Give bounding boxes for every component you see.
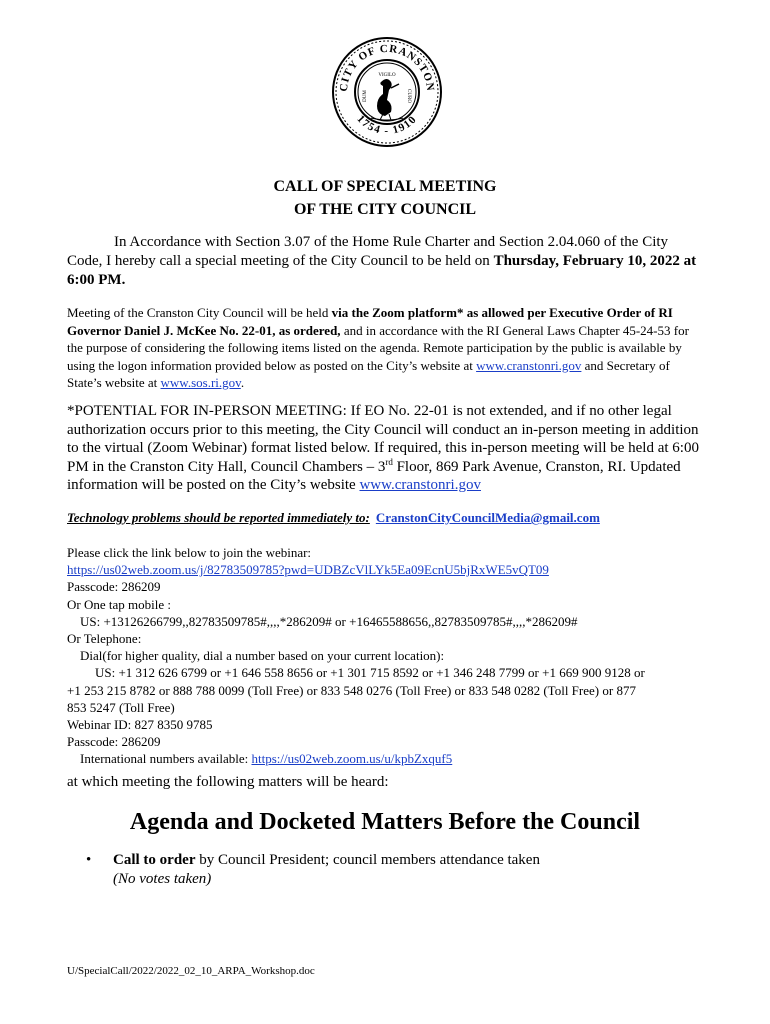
seal-ring-bottom: 1754 - 1910 <box>354 113 420 137</box>
agenda-item <box>113 851 540 889</box>
international-label: International numbers available: <box>80 751 252 767</box>
meeting-text-2: and in accordance with the RI General Laws Chapter 45-24-53 for the purpose of considering the following items listed on the agenda. Remote participation by the public is available by using the logon information provided below as posted on the City’s website at <box>67 322 689 373</box>
dial-note: Dial(for higher quality, dial a number based on your current location): <box>80 648 445 664</box>
meeting-executive-order: via the Zoom platform* as allowed per Executive Order of RI Governor Daniel J. McKee No. 22-01, as ordered, <box>67 305 673 338</box>
tech-support-line <box>67 509 703 526</box>
meeting-title-line1: CALL OF SPECIAL MEETING <box>273 178 497 195</box>
ordinal-superscript: rd <box>385 456 393 467</box>
intro-text: In Accordance with Section 3.07 of the Home Rule Charter and Section 2.04.060 of the City Code, I hereby call a special meeting of the City Council to be held on <box>67 234 669 269</box>
in-person-text-2: Floor, 869 Park Avenue, Cranston, RI. Updated information will be posted on the City’s website <box>67 458 681 494</box>
webinar-id: Webinar ID: 827 8350 9785 <box>67 717 213 733</box>
document-file-path: U/SpecialCall/2022/2022_02_10_ARPA_Workshop.doc <box>67 965 315 977</box>
join-webinar-text: Please click the link below to join the webinar: <box>67 545 312 560</box>
agenda-item-note: (No votes taken) <box>113 871 212 887</box>
seal-ring-top: CITY OF CRANSTON <box>337 42 437 93</box>
meeting-title-line2: OF THE CITY COUNCIL <box>293 201 477 218</box>
us-numbers-line-1: US: +1 312 626 6799 or +1 646 558 8656 or +1 301 715 8592 or +1 346 248 7799 or +1 669 900 9128 or <box>95 665 645 681</box>
one-tap-label: Or One tap mobile : <box>67 596 171 612</box>
meeting-text-1: Meeting of the Cranston City Council will be held <box>67 305 332 320</box>
seal-motto-top: VIGILO <box>378 73 396 78</box>
webinar-link[interactable]: https://us02web.zoom.us/j/82783509785?pwd=UDBZcVlLYk5Ea09EcnU5bjRxWE5vQT09 <box>67 562 549 578</box>
one-tap-numbers: US: +13126266799,,82783509785#,,,,*286209# or +16465588656,,82783509785#,,,,*286209# <box>80 613 578 629</box>
seal-motto-left: DUM <box>363 90 368 102</box>
passcode-2: Passcode: 286209 <box>67 734 161 750</box>
us-numbers-line-3: 853 5247 (Toll Free) <box>67 699 175 715</box>
agenda-item-title: Call to order <box>113 852 196 868</box>
telephone-label: Or Telephone: <box>67 631 142 647</box>
meeting-text-4: . <box>240 375 245 390</box>
matters-heard-text: at which meeting the following matters will be heard: <box>67 774 389 790</box>
in-person-text-1: *POTENTIAL FOR IN-PERSON MEETING: If EO No. 22-01 is not extended, and if no other legal authorization occurs prior to this meeting, the City Council will conduct an in-person meeting in addition to the virtual (Zoom Webinar) format listed below. If required, this in-person meeting will be held at 6:00 PM in the Cranston City Hall, Council Chambers – 3 <box>67 403 699 475</box>
us-numbers-line-2: +1 253 215 8782 or 888 788 0099 (Toll Free) or 833 548 0276 (Toll Free) or 833 548 0282 (Toll Free) or 877 <box>67 682 636 698</box>
agenda-item-text: by Council President; council members attendance taken <box>195 852 540 868</box>
city-seal-logo <box>331 36 443 148</box>
agenda-heading: Agenda and Docketed Matters Before the Council <box>129 809 641 835</box>
cranston-website-link[interactable]: www.cranstonri.gov <box>476 357 582 373</box>
tech-support-label: Technology problems should be reported immediately to: <box>67 510 370 525</box>
cranston-website-link-2[interactable]: www.cranstonri.gov <box>359 477 481 494</box>
sos-website-link[interactable]: www.sos.ri.gov <box>160 375 241 390</box>
agenda-bullet: • <box>86 852 92 868</box>
zoom-details <box>67 544 703 768</box>
media-email-link[interactable]: CranstonCityCouncilMedia@gmail.com <box>375 510 600 525</box>
meeting-text-3: and Secretary of State’s website at <box>67 357 670 390</box>
meeting-date: Thursday, February 10, 2022 at 6:00 PM. <box>67 253 697 288</box>
zoom-meeting-paragraph <box>67 304 703 392</box>
seal-motto-right: CURO <box>406 89 411 103</box>
international-numbers-link[interactable]: https://us02web.zoom.us/u/kpbZxquf5 <box>251 751 453 767</box>
in-person-paragraph <box>67 402 703 495</box>
intro-paragraph <box>67 233 703 290</box>
passcode-1: Passcode: 286209 <box>67 579 161 595</box>
